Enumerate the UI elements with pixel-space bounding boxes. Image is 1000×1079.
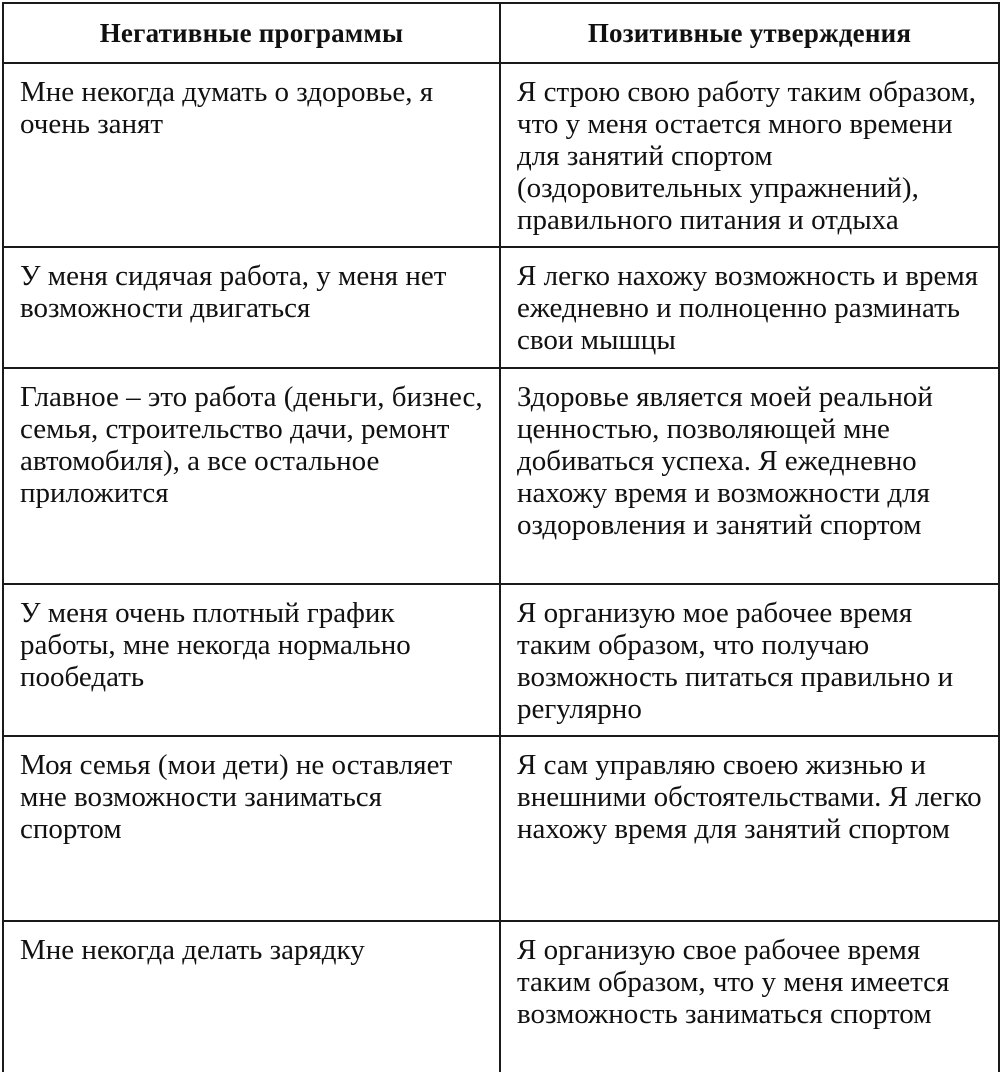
- table-body: [3, 63, 999, 1072]
- negative-program-cell: У меня очень плотный график работы, мне некогда нормально пообедать: [3, 584, 500, 736]
- table-row: [3, 247, 999, 368]
- header-negative-programs: Негативные программы: [3, 3, 500, 63]
- table-row: [3, 584, 999, 736]
- negative-program-cell: Главное – это работа (деньги, бизнес, семья, строительство дачи, ремонт автомобиля), а все остальное приложится: [3, 368, 500, 584]
- positive-statement-cell: Здоровье является моей реальной ценностью, позволяющей мне добиваться успеха. Я ежедневно нахожу время и возможности для оздоровления и занятий спортом: [500, 368, 999, 584]
- positive-statement-cell: Я организую мое рабочее время таким образом, что получаю возможность питаться правильно и регулярно: [500, 584, 999, 736]
- table-row: [3, 63, 999, 247]
- negative-program-cell: У меня сидячая работа, у меня нет возможности двигаться: [3, 247, 500, 368]
- negative-program-cell: Мне некогда думать о здоровье, я очень занят: [3, 63, 500, 247]
- header-row: [3, 3, 999, 63]
- table-row: [3, 921, 999, 1072]
- positive-statement-cell: Я организую свое рабочее время таким образом, что у меня имеется возможность заниматься спортом: [500, 921, 999, 1072]
- table-row: [3, 736, 999, 921]
- programs-table: [2, 2, 1000, 1072]
- table-row: [3, 368, 999, 584]
- header-positive-statements: Позитивные утверждения: [500, 3, 999, 63]
- positive-statement-cell: Я сам управляю своею жизнью и внешними обстоятельствами. Я легко нахожу время для занятий спортом: [500, 736, 999, 921]
- negative-program-cell: Моя семья (мои дети) не оставляет мне возможности заниматься спортом: [3, 736, 500, 921]
- negative-program-cell: Мне некогда делать зарядку: [3, 921, 500, 1072]
- positive-statement-cell: Я строю свою работу таким образом, что у меня остается много времени для занятий спортом (оздоровительных упражнений), правильного питания и отдыха: [500, 63, 999, 247]
- table-header: [3, 3, 999, 63]
- positive-statement-cell: Я легко нахожу возможность и время ежедневно и полноценно разминать свои мышцы: [500, 247, 999, 368]
